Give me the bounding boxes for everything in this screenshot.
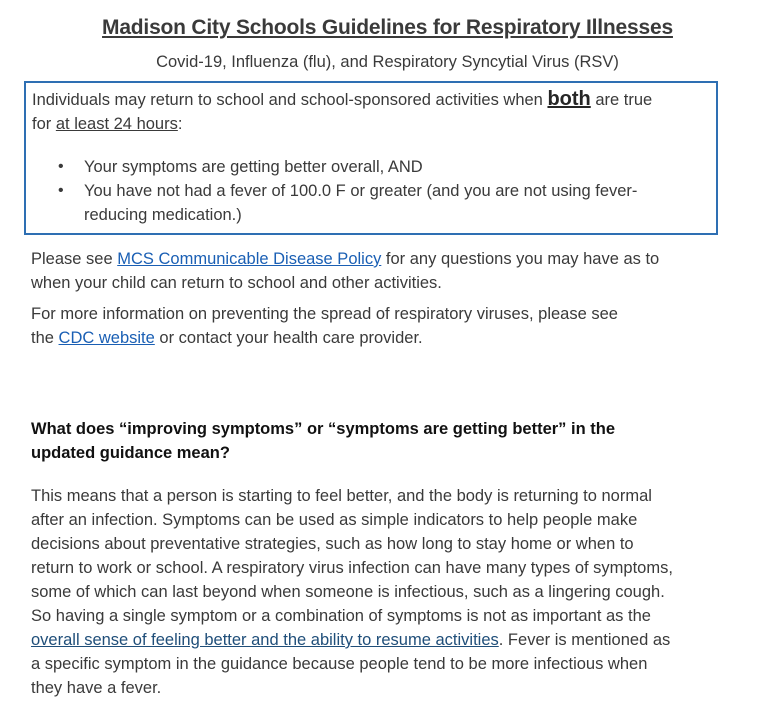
cdc-text-line1: For more information on preventing the spread of respiratory viruses, please see bbox=[31, 305, 618, 323]
criteria-item-text: reducing medication.) bbox=[84, 206, 242, 224]
cdc-text-before: the bbox=[31, 329, 59, 347]
cdc-website-link[interactable]: CDC website bbox=[58, 329, 155, 347]
intro-text-before: Individuals may return to school and school-sponsored activities when bbox=[32, 91, 548, 109]
faq-question bbox=[31, 417, 691, 465]
cdc-text-after: or contact your health care provider. bbox=[154, 329, 423, 347]
answer-line bbox=[31, 628, 741, 652]
criteria-item-text: Your symptoms are getting better overall, AND bbox=[84, 158, 423, 176]
return-criteria-intro bbox=[32, 87, 712, 136]
question-line: updated guidance mean? bbox=[31, 444, 230, 462]
answer-line: decisions about preventative strategies, such as how long to stay home or when to bbox=[31, 535, 634, 553]
answer-line: return to work or school. A respiratory virus infection can have many types of symptoms, bbox=[31, 559, 673, 577]
answer-line: they have a fever. bbox=[31, 679, 162, 697]
cdc-paragraph bbox=[31, 302, 711, 350]
policy-text-after: for any questions you may have as to bbox=[381, 250, 660, 268]
question-line: What does “improving symptoms” or “symptoms are getting better” in the bbox=[31, 420, 615, 438]
intro-text-after: are true bbox=[590, 91, 653, 109]
criteria-item bbox=[32, 155, 712, 179]
answer-line: some of which can last beyond when someone is infectious, such as a lingering cough. bbox=[31, 583, 665, 601]
criteria-list bbox=[32, 155, 712, 227]
criteria-item-continuation bbox=[32, 203, 712, 227]
page-title: Madison City Schools Guidelines for Respiratory Illnesses bbox=[102, 16, 673, 39]
policy-text-line2: when your child can return to school and other activities. bbox=[31, 274, 442, 292]
page-subtitle: Covid-19, Influenza (flu), and Respiratory Syncytial Virus (RSV) bbox=[156, 53, 619, 71]
return-criteria-box bbox=[24, 81, 718, 235]
criteria-item-text: You have not had a fever of 100.0 F or greater (and you are not using fever- bbox=[84, 182, 638, 200]
intro-line2-prefix: for bbox=[32, 115, 56, 133]
policy-link[interactable]: MCS Communicable Disease Policy bbox=[117, 250, 382, 268]
intro-duration: at least 24 hours bbox=[55, 115, 178, 133]
faq-answer bbox=[31, 484, 741, 700]
intro-line2-suffix: : bbox=[177, 115, 183, 133]
criteria-item bbox=[32, 179, 712, 203]
answer-line: This means that a person is starting to feel better, and the body is returning to normal bbox=[31, 487, 652, 505]
answer-line: a specific symptom in the guidance because people tend to be more infectious when bbox=[31, 655, 648, 673]
answer-line: So having a single symptom or a combination of symptoms is not as important as the bbox=[31, 607, 651, 625]
answer-line: after an infection. Symptoms can be used as simple indicators to help people make bbox=[31, 511, 638, 529]
bullet-icon: • bbox=[58, 182, 64, 199]
resume-activities-link[interactable]: overall sense of feeling better and the ability to resume activities bbox=[31, 631, 499, 649]
policy-text-before: Please see bbox=[31, 250, 118, 268]
bullet-icon: • bbox=[58, 158, 64, 175]
answer-text-after-link: . Fever is mentioned as bbox=[498, 631, 671, 649]
policy-paragraph bbox=[31, 247, 711, 295]
intro-emphasis: both bbox=[547, 88, 591, 110]
